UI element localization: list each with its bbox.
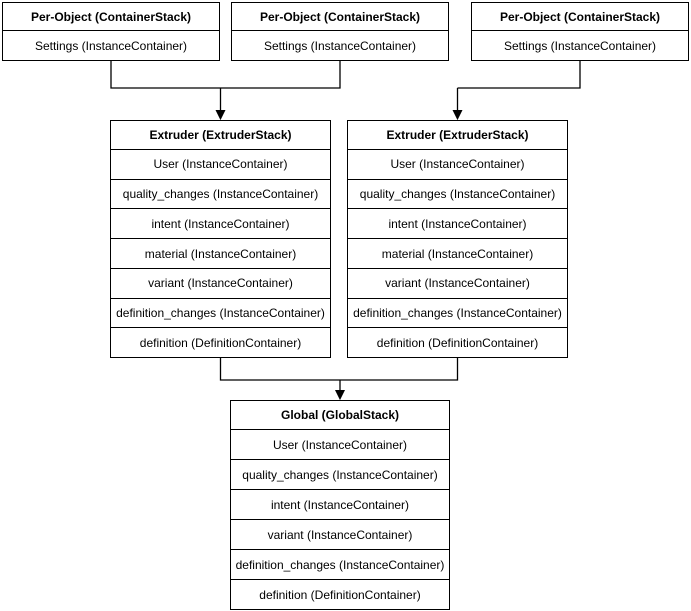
node-row: User (InstanceContainer) (231, 429, 449, 459)
arrowhead-global-icon (336, 391, 344, 400)
node-row: quality_changes (InstanceContainer) (348, 179, 567, 209)
node-row: Settings (InstanceContainer) (3, 30, 219, 60)
node-row: User (InstanceContainer) (348, 149, 567, 179)
node-row: quality_changes (InstanceContainer) (111, 179, 330, 209)
node-row: intent (InstanceContainer) (348, 208, 567, 238)
node-title: Per-Object (ContainerStack) (499, 9, 661, 24)
node-row: User (InstanceContainer) (111, 149, 330, 179)
node-row: material (InstanceContainer) (111, 238, 330, 268)
node-title: Global (GlobalStack) (280, 408, 400, 422)
node-row: quality_changes (InstanceContainer) (231, 459, 449, 489)
node-row: variant (InstanceContainer) (111, 268, 330, 298)
connector-extruders-join (221, 358, 458, 380)
node-row: definition_changes (InstanceContainer) (231, 549, 449, 579)
connector-perobject3-join (458, 61, 581, 88)
node-per-object-2 (231, 2, 449, 61)
node-row: variant (InstanceContainer) (348, 268, 567, 298)
node-title: Per-Object (ContainerStack) (259, 9, 421, 24)
node-row: material (InstanceContainer) (348, 238, 567, 268)
node-global (230, 400, 450, 610)
node-title: Extruder (ExtruderStack) (386, 128, 529, 142)
node-row: definition (DefinitionContainer) (231, 579, 449, 609)
node-per-object-1 (2, 2, 220, 61)
connector-perobject1-perobject2-join (111, 61, 340, 88)
node-row: definition_changes (InstanceContainer) (111, 298, 330, 328)
node-row: definition (DefinitionContainer) (111, 327, 330, 357)
node-title: Per-Object (ContainerStack) (30, 9, 192, 24)
node-row: variant (InstanceContainer) (231, 519, 449, 549)
node-per-object-3 (471, 2, 689, 61)
node-row: intent (InstanceContainer) (111, 208, 330, 238)
arrowhead-extruder-right-icon (453, 111, 461, 120)
node-row: Settings (InstanceContainer) (232, 30, 448, 60)
node-row: definition_changes (InstanceContainer) (348, 298, 567, 328)
node-row: definition (DefinitionContainer) (348, 327, 567, 357)
node-title: Extruder (ExtruderStack) (149, 128, 292, 142)
node-extruder-left (110, 120, 331, 358)
arrowhead-extruder-left-icon (216, 111, 224, 120)
node-row: intent (InstanceContainer) (231, 489, 449, 519)
node-row: Settings (InstanceContainer) (472, 30, 688, 60)
node-extruder-right (347, 120, 568, 358)
